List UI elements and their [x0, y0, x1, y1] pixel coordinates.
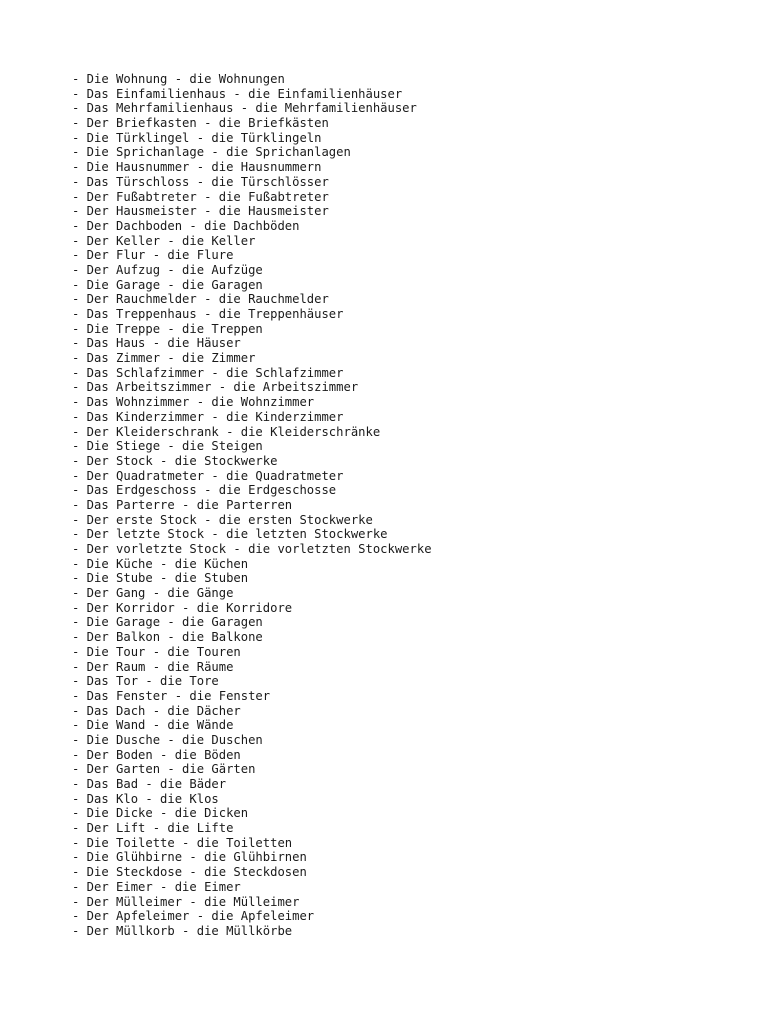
vocabulary-line: - Die Küche - die Küchen	[72, 556, 249, 571]
vocabulary-line: - Der letzte Stock - die letzten Stockwerke	[72, 527, 388, 542]
vocabulary-line: - Der Apfeleimer - die Apfeleimer	[72, 909, 315, 924]
vocabulary-line: - Das Mehrfamilienhaus - die Mehrfamilienhäuser	[72, 101, 417, 116]
vocabulary-line: - Der Briefkasten - die Briefkästen	[72, 116, 329, 131]
vocabulary-line: - Der erste Stock - die ersten Stockwerke	[72, 512, 373, 527]
vocabulary-line: - Die Wohnung - die Wohnungen	[72, 72, 285, 86]
vocabulary-line: - Das Schlafzimmer - die Schlafzimmer	[72, 365, 344, 380]
vocabulary-line: - Das Türschloss - die Türschlösser	[72, 174, 329, 189]
vocabulary-line: - Die Garage - die Garagen	[72, 277, 263, 292]
vocabulary-line: - Der Stock - die Stockwerke	[72, 453, 278, 468]
vocabulary-line: - Der Rauchmelder - die Rauchmelder	[72, 292, 329, 307]
vocabulary-line: - Das Klo - die Klos	[72, 791, 219, 806]
vocabulary-line: - Die Dusche - die Duschen	[72, 732, 263, 747]
vocabulary-line: - Das Dach - die Dächer	[72, 703, 241, 718]
vocabulary-line: - Der Garten - die Gärten	[72, 762, 256, 777]
vocabulary-line: - Die Sprichanlage - die Sprichanlagen	[72, 145, 351, 160]
vocabulary-line: - Der Lift - die Lifte	[72, 821, 234, 836]
vocabulary-line: - Das Tor - die Tore	[72, 674, 219, 689]
vocabulary-line: - Die Stiege - die Steigen	[72, 439, 263, 454]
vocabulary-line: - Die Hausnummer - die Hausnummern	[72, 160, 322, 175]
vocabulary-line: - Das Einfamilienhaus - die Einfamilienhäuser	[72, 86, 403, 101]
vocabulary-line: - Der Müllkorb - die Müllkörbe	[72, 923, 293, 938]
vocabulary-line: - Die Toilette - die Toiletten	[72, 835, 293, 850]
vocabulary-line: - Die Tour - die Touren	[72, 644, 241, 659]
vocabulary-line: - Der Boden - die Böden	[72, 747, 241, 762]
vocabulary-line: - Das Fenster - die Fenster	[72, 688, 271, 703]
vocabulary-line: - Das Arbeitszimmer - die Arbeitszimmer	[72, 380, 359, 395]
vocabulary-line: - Der Keller - die Keller	[72, 233, 256, 248]
vocabulary-line: - Der Kleiderschrank - die Kleiderschränke	[72, 424, 381, 439]
vocabulary-line: - Der Fußabtreter - die Fußabtreter	[72, 189, 329, 204]
vocabulary-line: - Das Wohnzimmer - die Wohnzimmer	[72, 395, 315, 410]
vocabulary-line: - Der vorletzte Stock - die vorletzten Stockwerke	[72, 542, 432, 556]
vocabulary-line: - Die Steckdose - die Steckdosen	[72, 865, 307, 880]
vocabulary-line: - Das Zimmer - die Zimmer	[72, 351, 256, 366]
vocabulary-line: - Die Dicke - die Dicken	[72, 806, 249, 821]
vocabulary-line: - Das Treppenhaus - die Treppenhäuser	[72, 307, 344, 321]
vocabulary-line: - Der Flur - die Flure	[72, 248, 234, 263]
vocabulary-line: - Der Aufzug - die Aufzüge	[72, 262, 263, 277]
vocabulary-line: - Die Glühbirne - die Glühbirnen	[72, 850, 307, 865]
vocabulary-line: - Die Treppe - die Treppen	[72, 321, 263, 336]
document-page	[72, 72, 752, 939]
vocabulary-line: - Der Dachboden - die Dachböden	[72, 218, 300, 233]
vocabulary-line: - Der Korridor - die Korridore	[72, 600, 293, 615]
vocabulary-line: - Das Bad - die Bäder	[72, 777, 227, 791]
vocabulary-list	[72, 72, 752, 939]
vocabulary-line: - Die Garage - die Garagen	[72, 615, 263, 630]
vocabulary-line: - Der Quadratmeter - die Quadratmeter	[72, 468, 344, 483]
vocabulary-line: - Der Mülleimer - die Mülleimer	[72, 894, 300, 909]
vocabulary-line: - Das Kinderzimmer - die Kinderzimmer	[72, 409, 344, 424]
vocabulary-line: - Das Erdgeschoss - die Erdgeschosse	[72, 483, 337, 498]
vocabulary-line: - Die Türklingel - die Türklingeln	[72, 130, 322, 145]
vocabulary-line: - Die Stube - die Stuben	[72, 571, 249, 586]
vocabulary-line: - Der Balkon - die Balkone	[72, 630, 263, 645]
vocabulary-line: - Das Parterre - die Parterren	[72, 497, 293, 512]
vocabulary-line: - Die Wand - die Wände	[72, 718, 234, 733]
vocabulary-line: - Der Gang - die Gänge	[72, 586, 234, 601]
vocabulary-line: - Der Eimer - die Eimer	[72, 879, 241, 894]
vocabulary-line: - Der Hausmeister - die Hausmeister	[72, 204, 329, 219]
vocabulary-line: - Der Raum - die Räume	[72, 659, 234, 674]
vocabulary-line: - Das Haus - die Häuser	[72, 336, 241, 351]
